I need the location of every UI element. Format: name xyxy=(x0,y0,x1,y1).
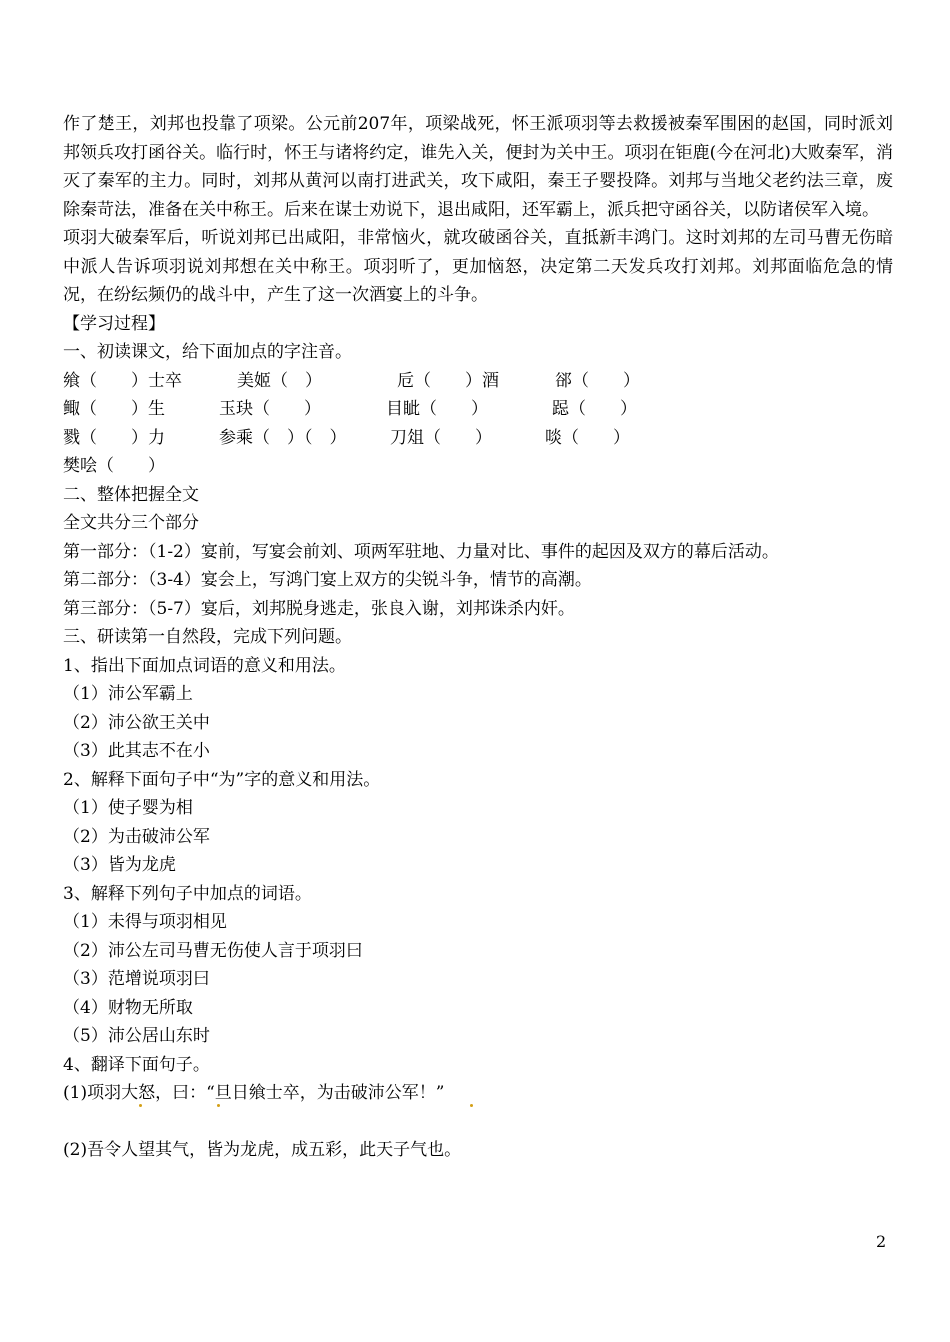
pinyin-row xyxy=(63,452,893,481)
part-summary: 第三部分：（5-7）宴后，刘邦脱身逃走，张良入谢，刘邦诛杀内奸。 xyxy=(63,598,575,619)
part-summary: 第二部分：（3-4）宴会上，写鸿门宴上双方的尖锐斗争，情节的高潮。 xyxy=(63,570,592,590)
pinyin-item: 目眦（ ） xyxy=(386,399,488,419)
question-item: （1）未得与项羽相见 xyxy=(63,912,227,932)
pinyin-row xyxy=(63,395,893,424)
pinyin-item: 跽（ ） xyxy=(552,399,637,419)
question-item: （2）沛公欲王关中 xyxy=(63,712,210,733)
emphasis-dot xyxy=(217,1104,220,1107)
question-title: 4、翻译下面句子。 xyxy=(63,1054,210,1075)
question-item: （2）沛公左司马曹无伤使人言于项羽曰 xyxy=(63,940,363,961)
pinyin-item: 樊哙（ ） xyxy=(63,456,165,476)
part1-heading: 一、初读课文，给下面加点的字注音。 xyxy=(63,342,352,362)
question-item: （3）范增说项羽曰 xyxy=(63,969,210,989)
question-item: （1）使子婴为相 xyxy=(63,798,193,818)
blank-line xyxy=(63,1108,893,1137)
translation-sentence-1 xyxy=(63,1079,893,1108)
pinyin-item: 卮（ ）酒 xyxy=(397,370,499,391)
pinyin-item: 戮（ ）力 xyxy=(63,427,165,448)
question-item: （5）沛公居山东时 xyxy=(63,1026,210,1046)
question-item: （1）沛公军霸上 xyxy=(63,684,193,704)
section-title: 【学习过程】 xyxy=(63,313,165,334)
pinyin-item: 美姬（ ） xyxy=(237,370,322,391)
question-title: 1、指出下面加点词语的意义和用法。 xyxy=(63,655,346,676)
pinyin-item: 参乘（ ）（ ） xyxy=(219,427,347,448)
pinyin-row xyxy=(63,367,893,396)
emphasis-dot xyxy=(470,1104,473,1107)
intro-paragraph-1: 作了楚王，刘邦也投靠了项梁。公元前207年，项梁战死，怀王派项羽等去救援被秦军围困的赵国，同时派刘邦领兵攻打函谷关。临行时，怀王与诸将约定，谁先入关，便封为关中王。项羽在钜鹿(今在河北)大败秦军，消灭了秦军的主力。同时，刘邦从黄河以南打进武关，攻下咸阳，秦王子婴投降。刘邦与当地父老约法三章，废除秦苛法，准备在关中称王。后来在谋士劝说下，退出咸阳，还军霸上，派兵把守函谷关，以防诸侯军入境。 xyxy=(63,114,893,220)
pinyin-row xyxy=(63,424,893,453)
pinyin-item: 刀俎（ ） xyxy=(390,427,492,448)
question-item: （3）此其志不在小 xyxy=(63,741,210,761)
page-content xyxy=(63,110,893,1165)
pinyin-item: 啖（ ） xyxy=(545,427,630,448)
question-item: （3）皆为龙虎 xyxy=(63,855,176,875)
pinyin-item: 飨（ ）士卒 xyxy=(63,370,182,391)
question-item: （2）为击破沛公军 xyxy=(63,826,210,847)
question-item: （4）财物无所取 xyxy=(63,997,193,1018)
page-number: 2 xyxy=(876,1232,887,1251)
part3-heading: 三、研读第一自然段，完成下列问题。 xyxy=(63,627,352,647)
question-title: 3、解释下列句子中加点的词语。 xyxy=(63,883,312,904)
part2-heading: 二、整体把握全文 xyxy=(63,484,199,505)
intro-paragraph-2: 项羽大破秦军后，听说刘邦已出咸阳，非常恼火，就攻破函谷关，直抵新丰鸿门。这时刘邦的左司马曹无伤暗中派人告诉项羽说刘邦想在关中称王。项羽听了，更加恼怒，决定第二天发兵攻打刘邦。刘邦面临危急的情况，在纷纭频仍的战斗中，产生了这一次酒宴上的斗争。 xyxy=(63,228,893,305)
translation-text: (1)项羽大怒，曰：“旦日飨士卒，为击破沛公军！” xyxy=(63,1083,445,1103)
part-summary: 第一部分：（1-2）宴前，写宴会前刘、项两军驻地、力量对比、事件的起因及双方的幕后活动。 xyxy=(63,541,779,562)
pinyin-item: 鲰（ ）生 xyxy=(63,399,165,419)
pinyin-item: 玉玦（ ） xyxy=(219,399,321,419)
emphasis-dot xyxy=(139,1104,142,1107)
part2-intro: 全文共分三个部分 xyxy=(63,513,199,533)
translation-sentence-2: (2)吾令人望其气，皆为龙虎，成五彩，此天子气也。 xyxy=(63,1140,462,1160)
pinyin-item: 郤（ ） xyxy=(555,370,640,391)
question-title: 2、解释下面句子中“为”字的意义和用法。 xyxy=(63,769,381,790)
